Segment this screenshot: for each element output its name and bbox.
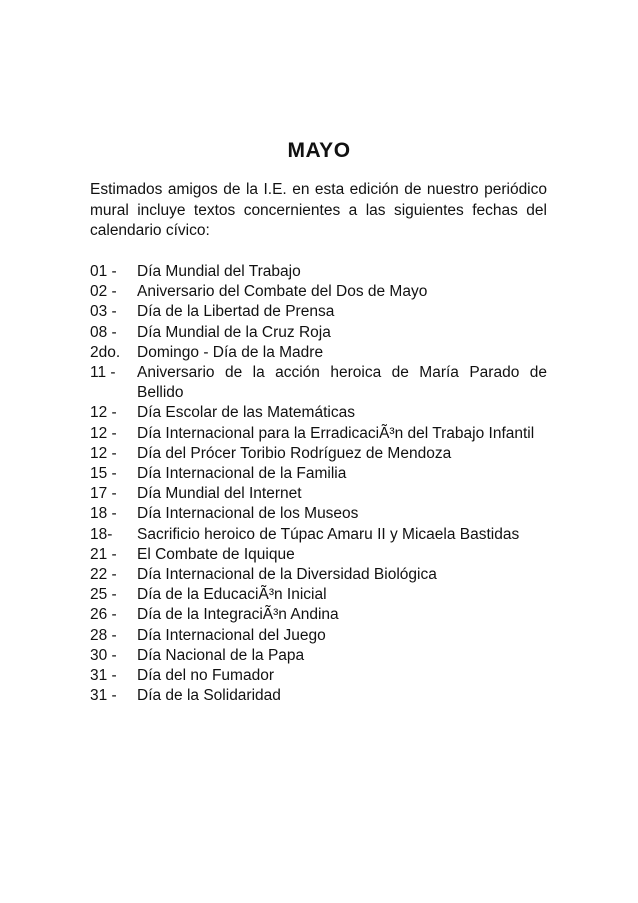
event-date: 15 - [90,465,117,483]
list-item [90,646,547,666]
event-date: 08 - [90,323,117,341]
event-date: 02 - [90,283,117,301]
list-item [90,626,547,646]
event-date: 01 - [90,263,117,280]
event-date: 25 - [90,586,117,604]
event-date: 31 - [90,667,117,685]
event-date: 12 - [90,404,117,422]
list-item [90,666,547,686]
event-date: 18- [90,525,113,543]
list-item [90,525,547,545]
page-title: MAYO [287,139,351,162]
list-item [90,565,547,585]
event-description: Aniversario del Combate del Dos de Mayo [137,283,428,301]
event-date: 21 - [90,545,117,563]
event-date: 28 - [90,626,117,644]
list-item [90,343,547,363]
event-date: 31 - [90,687,117,705]
event-description: El Combate de Iquique [137,545,295,563]
event-description: Día Internacional del Juego [137,626,326,644]
list-item [90,424,547,444]
event-description: Aniversario de la acción heroica de María Parado de Bellido [137,364,547,402]
event-description: Día Mundial del Trabajo [137,263,301,280]
event-description: Día Internacional para la ErradicaciÃ³n del Trabajo Infantil [137,424,535,442]
event-date: 26 - [90,606,117,624]
list-item [90,464,547,484]
event-description: Día de la EducaciÃ³n Inicial [137,586,327,604]
event-description: Día de la Libertad de Prensa [137,303,335,321]
list-item [90,585,547,605]
event-description: Domingo - Día de la Madre [137,343,324,361]
event-description: Día Internacional de la Diversidad Biológica [137,566,437,584]
list-item [90,302,547,322]
event-description: Día de la IntegraciÃ³n Andina [137,606,339,624]
list-item [90,363,547,403]
event-date: 18 - [90,505,117,523]
event-description: Día Internacional de la Familia [137,465,347,483]
list-item [90,262,547,282]
list-item [90,403,547,423]
event-description: Día de la Solidaridad [137,687,281,705]
event-date: 12 - [90,444,117,462]
event-description: Día Internacional de los Museos [137,505,359,523]
list-item [90,605,547,625]
event-date: 12 - [90,424,117,442]
event-description: Día Mundial de la Cruz Roja [137,323,331,341]
list-item [90,444,547,464]
list-item [90,504,547,524]
event-date: 2do. [90,343,121,361]
list-item [90,323,547,343]
list-item [90,282,547,302]
event-description: Día Escolar de las Matemáticas [137,404,355,422]
civic-calendar-list [90,262,547,706]
event-description: Día del Prócer Toribio Rodríguez de Mendoza [137,444,452,462]
event-date: 22 - [90,566,117,584]
list-item [90,545,547,565]
intro-paragraph: Estimados amigos de la I.E. en esta edición de nuestro periódico mural incluye textos concernientes a las siguientes fechas del calendario cívico: [90,181,547,239]
event-date: 30 - [90,646,117,664]
event-date: 17 - [90,485,117,503]
list-item [90,484,547,504]
list-item [90,686,547,706]
event-description: Día del no Fumador [137,667,274,685]
event-date: 11 - [90,364,116,382]
event-description: Sacrificio heroico de Túpac Amaru II y Micaela Bastidas [137,525,520,543]
event-description: Día Nacional de la Papa [137,646,305,664]
event-date: 03 - [90,303,117,321]
event-description: Día Mundial del Internet [137,485,302,503]
